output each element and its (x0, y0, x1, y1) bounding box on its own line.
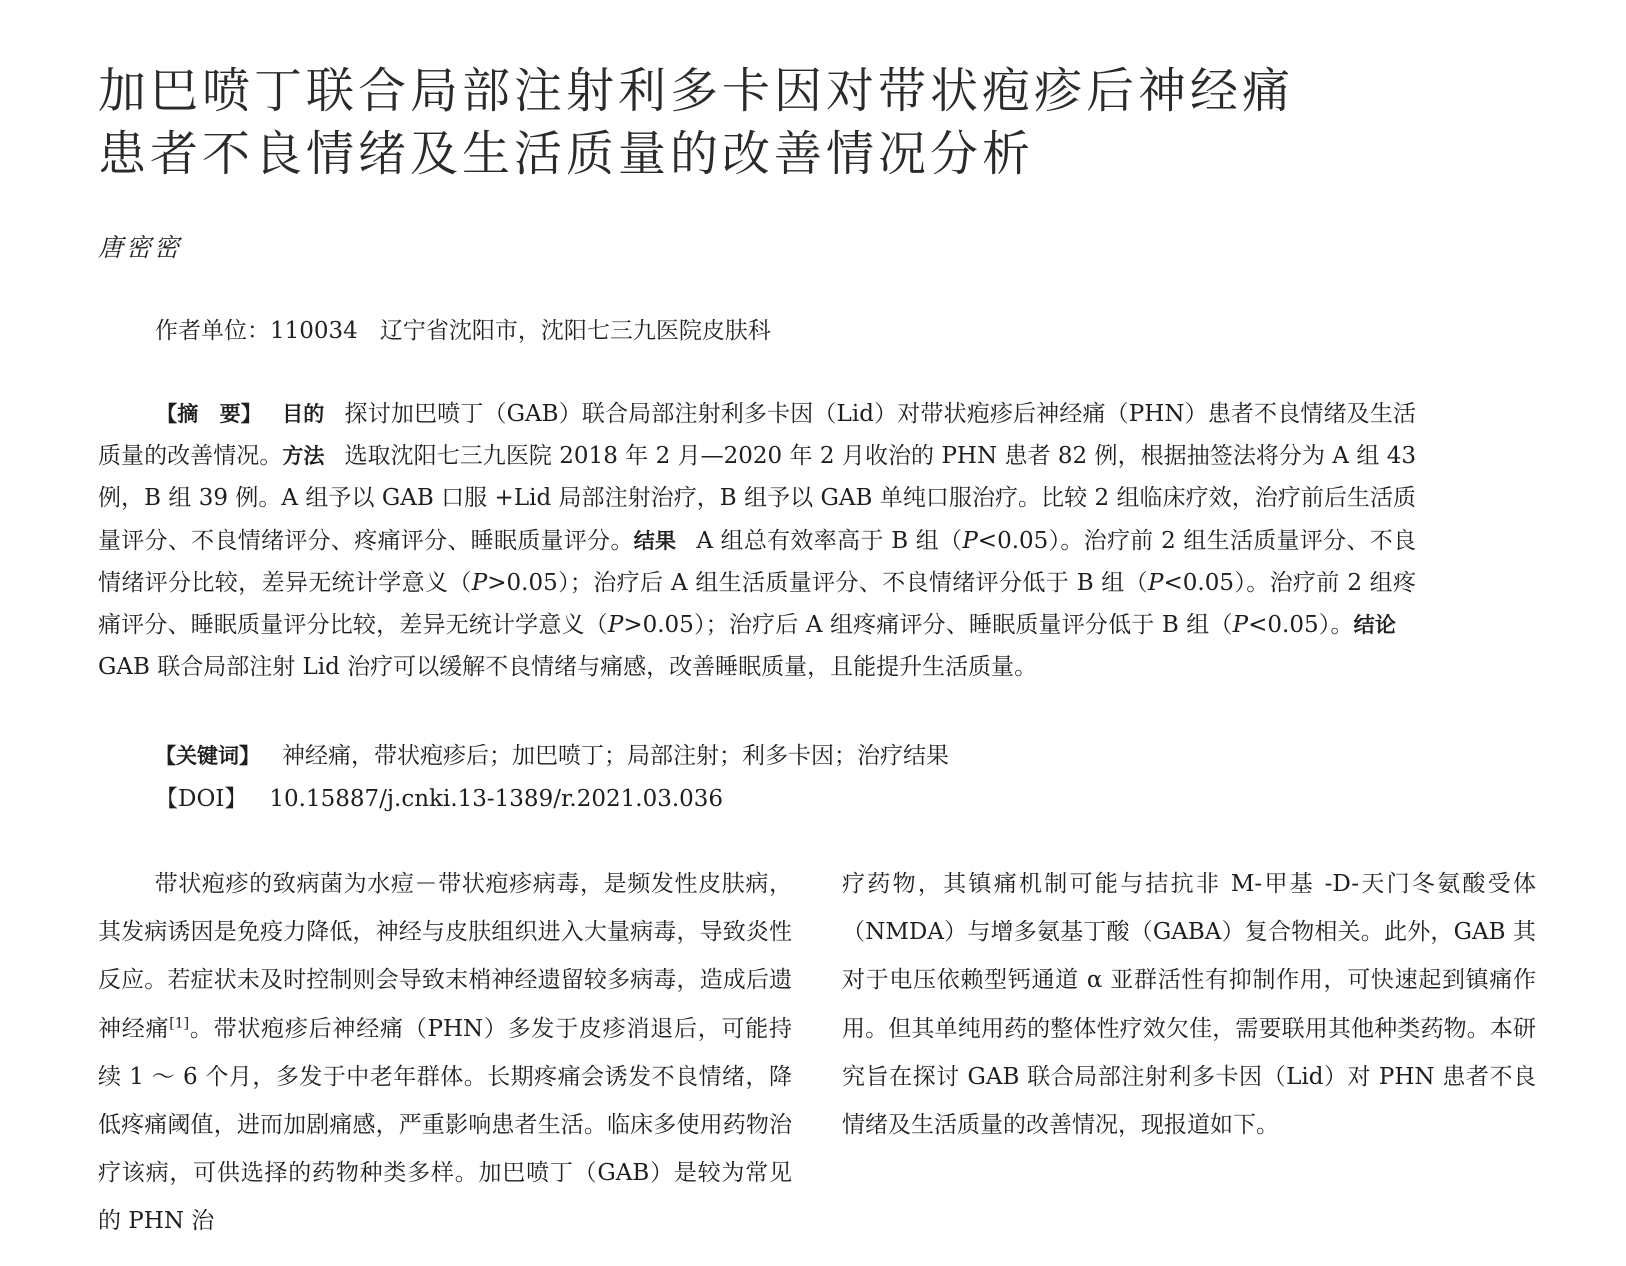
keywords-label: 【关键词】 (155, 744, 260, 768)
objective-label: 目的 (281, 402, 325, 426)
doi-label: 【DOI】 (155, 786, 248, 812)
author-name: 唐密密 (98, 233, 183, 262)
results-text-5: >0.05）；治疗后 A 组疼痛评分、睡眠质量评分低于 B 组（ (623, 612, 1233, 639)
title-line-1: 加巴喷丁联合局部注射利多卡因对带状疱疹后神经痛 (98, 63, 1295, 119)
keywords (155, 737, 949, 770)
affiliation-text: 辽宁省沈阳市，沈阳七三九医院皮肤科 (379, 318, 771, 344)
doi-text: 10.15887/j.cnki.13-1389/r.2021.03.036 (269, 786, 724, 812)
results-text-3: >0.05）；治疗后 A 组生活质量评分、不良情绪评分低于 B 组（ (487, 569, 1149, 596)
p-value-symbol: P (1148, 569, 1164, 596)
objective-text: 探讨加巴喷丁（GAB）联合局部注射利多卡因（Lid）对带状疱疹后神经痛（PHN）患者不良情绪及生活质量的改善情况。 (98, 401, 1416, 470)
results-text-2: <0.05）。治疗前 2 组生活质量评分、不良情绪评分比较，差异无统计学意义（ (98, 527, 1417, 596)
citation-ref: [1] (169, 1014, 190, 1031)
affiliation-label: 作者单位：110034 (155, 318, 358, 344)
p-value-symbol: P (962, 527, 978, 554)
body-left-text-2: 。带状疱疹后神经痛（PHN）多发于皮疹消退后，可能持续 1 ～ 6 个月，多发于中老年群体。长期疼痛会诱发不良情绪，降低疼痛阈值，进而加剧痛感，严重影响患者生活。临床多使用药物治疗该病，可供选择的药物种类多样。加巴喷丁（GAB）是较为常见的 PHN 治 (98, 1015, 792, 1235)
body-right-text: 疗药物，其镇痛机制可能与拮抗非 M-甲基 -D-天门冬氨酸受体（NMDA）与增多氨基丁酸（GABA）复合物相关。此外，GAB 其对于电压依赖型钙通道 α 亚群活性有抑制作用，可快速起到镇痛作用。但其单纯用药的整体性疗效欠佳，需要联用其他种类药物。本研究旨在探讨 GAB 联合局部注射利多卡因（Lid）对 PHN 患者不良情绪及生活质量的改善情况，现报道如下。 (842, 871, 1536, 1139)
keywords-text: 神经痛，带状疱疹后；加巴喷丁；局部注射；利多卡因；治疗结果 (282, 743, 949, 769)
results-text-6: <0.05）。 (1248, 612, 1354, 639)
methods-text: 选取沈阳七三九医院 2018 年 2 月—2020 年 2 月收治的 PHN 患者 82 例，根据抽签法将分为 A 组 43 例，B 组 39 例。A 组予以 GAB 口服 +Lid 局部注射治疗，B 组予以 GAB 单纯口服治疗。比较 2 组临床疗效，治疗前后生活质量评分、不良情绪评分、疼痛评分、睡眠质量评分。 (98, 443, 1416, 554)
results-text-1: A 组总有效率高于 B 组（ (696, 527, 963, 554)
results-text-4: <0.05）。治疗前 2 组疼痛评分、睡眠质量评分比较，差异无统计学意义（ (98, 569, 1416, 639)
p-value-symbol: P (607, 612, 624, 639)
author-affiliation (155, 312, 771, 345)
results-label: 结果 (633, 528, 677, 553)
article-title (98, 60, 1498, 186)
conclusion-text: GAB 联合局部注射 Lid 治疗可以缓解不良情绪与痛感，改善睡眠质量，且能提升生活质量。 (98, 654, 1038, 681)
title-line-2: 患者不良情绪及生活质量的改善情况分析 (98, 126, 1035, 182)
methods-label: 方法 (282, 444, 325, 469)
abstract-heading: 【摘 要】 (156, 402, 262, 426)
p-value-symbol: P (1232, 612, 1249, 639)
doi (155, 780, 723, 813)
abstract (98, 393, 1416, 688)
body-left-text-1: 带状疱疹的致病菌为水痘－带状疱疹病毒，是频发性皮肤病，其发病诱因是免疫力降低，神经与皮肤组织进入大量病毒，导致炎性反应。若症状未及时控制则会导致末梢神经遗留较多病毒，造成后遗神经痛 (98, 871, 792, 1042)
conclusion-label: 结论 (1353, 613, 1397, 638)
p-value-symbol: P (471, 569, 488, 596)
body-column-right (842, 860, 1536, 1149)
body-column-left (98, 860, 792, 1246)
